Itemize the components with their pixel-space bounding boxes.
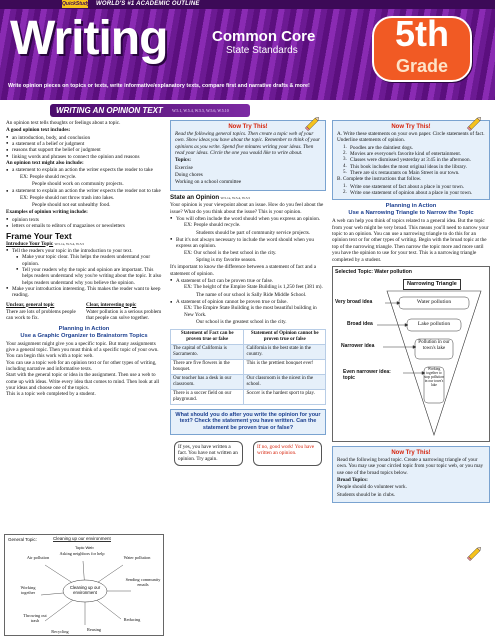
table-cell: Our classroom is the nicest in the school. bbox=[244, 374, 326, 389]
try-text-1: Read the following general topics. Then create a topic web of your own. Show ideas you have about the topic. Remember to think of your opinions as you write. Spend five minutes writing your ideas. Then read your ideas. Circle the one you would like to write about. bbox=[175, 131, 320, 157]
unclear-topic bbox=[6, 302, 82, 323]
good-heading: A good opinion text includes: bbox=[6, 127, 71, 134]
planning-text-1: Your assignment might give you a specific topic. But many assignments give a general topic. Then you must think of a specific topic of your own. You can begin this work with a topic web. You can use a topic web for an opinion text or for other types of writing, including narrative and informative texts. Start with the general topic or idea in the assignment. Then use a web to come up with ideas. Write every idea that comes to mind. Then look at all your ideas and choose one of the topics. This is a topic web completed by a student. bbox=[6, 340, 160, 398]
unclear-heading: Unclear, general topic bbox=[6, 301, 55, 308]
topic-compare bbox=[6, 302, 162, 323]
table-cell: The capital of California is Sacramento. bbox=[171, 344, 244, 359]
list-item: ● a statement to explain an action the writer expects the reader not to take bbox=[6, 188, 162, 194]
node-reusing: Reusing bbox=[86, 627, 102, 632]
frame-title: Frame Your Text bbox=[6, 230, 72, 241]
section-title: WRITING AN OPINION TEXT bbox=[56, 106, 163, 115]
level-text: Pollution in our town's lake bbox=[418, 339, 450, 351]
level-label: Very broad idea bbox=[335, 298, 373, 305]
section-standards: W.5.1, W.5.4, W.5.5, W.5.6, W.5.10 bbox=[172, 108, 229, 113]
node-reducing: Reducing bbox=[123, 617, 141, 622]
list-item: 3. Classes were dismissed yesterday at 3:45 in the afternoon. bbox=[343, 157, 485, 163]
example-text: People should work on community projects. bbox=[32, 181, 124, 188]
list-item: ● an introduction, body, and conclusion bbox=[6, 135, 162, 141]
intro-sub-list bbox=[6, 254, 162, 286]
bubble-no: If no, good work! You have written an opinion. bbox=[253, 441, 322, 466]
broad-heading: Broad Topics: bbox=[337, 476, 368, 483]
list-item: ● Tell the readers your topic in the introduction to your text. bbox=[6, 248, 162, 254]
list-item: ● Make your introduction interesting. This makes the reader want to keep reading. bbox=[6, 286, 162, 299]
node-water: Water pollution bbox=[123, 555, 151, 560]
good-list bbox=[6, 135, 162, 160]
list-item: ● reasons that support the belief or judgment bbox=[6, 147, 162, 153]
table-header: Statement of Fact can be proven true or false bbox=[171, 329, 244, 344]
list-item: ● But it's not always necessary to include the word should when you express an opinion. bbox=[170, 237, 326, 250]
topic-item: Doing chores bbox=[175, 172, 203, 179]
list-item: ● A statement of fact can be proven true or false. bbox=[170, 278, 326, 284]
list-item: ● Tell your readers why the topic and opinion are important. This helps readers understand why you're writing about the topic. It also helps readers understand why you believe the opinion. bbox=[16, 267, 162, 286]
try-text-b: B. Complete the instructions that follow. bbox=[337, 176, 422, 183]
example-text: EX: The Empire State Building is the most beautiful building in New York. bbox=[184, 305, 317, 318]
state-standards-label: State Standards bbox=[226, 45, 298, 56]
list-item: ● letters or emails to editors of magazines or newsletters bbox=[6, 223, 162, 229]
try-title-2: Now Try This! bbox=[391, 124, 431, 130]
example-text: EX: People should recycle. bbox=[20, 173, 77, 180]
table-header: Statement of Opinion cannot be proven true or false bbox=[244, 329, 326, 344]
intro-text: An opinion text tells thoughts or feelings about a topic. bbox=[6, 120, 121, 126]
tagline: WORLD'S #1 ACADEMIC OUTLINE bbox=[96, 1, 200, 7]
example-text: Our school is the greatest school in the city. bbox=[196, 319, 287, 326]
table-header-row bbox=[171, 329, 326, 344]
page-title: Writing bbox=[10, 12, 168, 65]
organizer-label: General Topic: bbox=[8, 537, 37, 542]
example-text: Spring is my favorite season. bbox=[196, 257, 257, 264]
table-cell: Our teacher has a desk in our classroom. bbox=[171, 374, 244, 389]
intro-list-2 bbox=[6, 286, 162, 299]
column-right bbox=[332, 120, 490, 503]
header-banner bbox=[0, 0, 495, 100]
level-text: Working together to stop pollution in our town's lake bbox=[424, 366, 444, 387]
table-row bbox=[171, 359, 326, 374]
example-text: EX: Our school is the best school in the city. bbox=[184, 249, 277, 256]
column-left bbox=[6, 120, 162, 399]
topic-web-organizer bbox=[4, 534, 164, 636]
try-text-a: A. Write these statements on your own paper. Circle statements of fact. Underline statements of opinion. bbox=[337, 131, 485, 144]
state-list-4 bbox=[170, 299, 326, 305]
narrowing-label: Narrowing Triangle bbox=[403, 279, 461, 290]
table-row bbox=[171, 389, 326, 404]
topics-heading: Topics: bbox=[175, 157, 191, 164]
planning-title-1: Planning in Action Use a Graphic Organizer to Brainstorm Topics bbox=[20, 325, 148, 339]
state-know: It's important to know the difference between a statement of fact and a statement of opinion. bbox=[170, 264, 317, 277]
level-text: Water pollution bbox=[416, 298, 452, 305]
list-item: 1. Poodles are the daintiest dogs. bbox=[343, 145, 485, 151]
list-item: 4. This book includes the most original ideas in the library. bbox=[343, 164, 485, 170]
table-row bbox=[171, 344, 326, 359]
organizer-topic: Cleaning up our environment bbox=[53, 536, 111, 541]
try-list-b bbox=[337, 184, 485, 197]
broad-item: Students should be in clubs. bbox=[337, 491, 396, 498]
might-heading: An opinion text might also include: bbox=[6, 160, 84, 167]
fact-opinion-table bbox=[170, 329, 326, 405]
might-list bbox=[6, 167, 162, 173]
web-center: Cleaning up our bbox=[69, 585, 101, 590]
planning-title-2: Planning in Action Use a Narrowing Triangle to Narrow the Topic bbox=[348, 203, 474, 217]
example-text: The name of our school is Sally Ride Middle School. bbox=[196, 291, 307, 298]
grade-word: Grade bbox=[395, 56, 449, 76]
level-text: Lake pollution bbox=[417, 320, 451, 327]
pencil-icon bbox=[466, 544, 484, 562]
narrowing-triangle-diagram bbox=[332, 266, 490, 442]
table-cell: This is the prettiest bouquet ever! bbox=[244, 359, 326, 374]
try-title-1: Now Try This! bbox=[228, 124, 268, 130]
pencil-icon bbox=[466, 114, 484, 132]
node-recycling: Recycling bbox=[51, 629, 69, 634]
list-item: 5. There are six restaurants on Main Street in our town. bbox=[343, 170, 485, 176]
try-box-2 bbox=[332, 120, 490, 200]
brand-logo: QuickStudy bbox=[62, 1, 90, 7]
subtitle: Write opinion pieces on topics or texts, write informative/explanatory texts, compare first and narrative drafts & more! bbox=[8, 83, 310, 89]
try-list-a bbox=[337, 145, 485, 177]
node-trash: Throwing out trash bbox=[23, 613, 47, 624]
selected-topic: Selected Topic: Water pollution bbox=[335, 268, 412, 275]
level-label: Broad idea bbox=[347, 320, 373, 327]
state-list-3 bbox=[170, 278, 326, 284]
table-cell: There are five flowers in the bouquet. bbox=[171, 359, 244, 374]
section-title-bar bbox=[50, 104, 250, 117]
table-cell: Soccer is the hardest sport to play. bbox=[244, 389, 326, 404]
state-standards: W.5.1a, W.5.4, W.5.5 bbox=[220, 195, 251, 200]
table-cell: There is a soccer field on our playground. bbox=[171, 389, 244, 404]
try-box-1 bbox=[170, 120, 326, 191]
example-text: EX: People should not throw trash into lakes. bbox=[20, 194, 115, 201]
answer-bubbles bbox=[170, 441, 326, 466]
example-text: People should not eat unhealthy food. bbox=[32, 202, 111, 209]
node-working: Working together bbox=[20, 585, 36, 596]
list-item: ● linking words and phrases to connect the opinion and reasons bbox=[6, 154, 162, 160]
node-emails: Sending community emails bbox=[125, 577, 161, 588]
web-center-2: environment bbox=[73, 590, 97, 595]
pencil-icon bbox=[304, 114, 322, 132]
state-heading: State an Opinion bbox=[170, 193, 220, 201]
list-item: ● a statement of a belief or judgment bbox=[6, 141, 162, 147]
planning-text-2: A web can help you think of topics related to a general idea. But the topic from your web might be very broad. This means you'll need to narrow your topic to an opinion. You can use a narrowing triangle to do this for an opinion text or for other types of writing. Begin with the broad topic at the top of the narrowing triangle. Then narrow the topic more and more until you have the opinion to use for your text. This is a narrowing triangle completed by a student. bbox=[332, 218, 489, 263]
level-label: Even narrower idea: topic bbox=[343, 368, 391, 381]
try-text-3: Read the following broad topic. Create a narrowing triangle of your own. You may use your circled topic from your topic web, or you may use one of the broad topics below. bbox=[337, 456, 484, 476]
introduce-heading: Introduce Your Topic bbox=[6, 240, 54, 247]
column-middle bbox=[170, 120, 326, 466]
example-text: EX: People should recycle. bbox=[184, 222, 241, 229]
examples-heading: Examples of opinion writing include: bbox=[6, 209, 88, 216]
topic-item: Exercise bbox=[175, 164, 193, 171]
triangle-svg bbox=[333, 267, 489, 443]
common-core-label: Common Core bbox=[212, 28, 316, 45]
broad-item: People should do volunteer work. bbox=[337, 484, 407, 491]
question-box: What should you do after you write the opinion for your text? Check the statement you have written. Can the statement be proven true or false? bbox=[170, 409, 326, 435]
clear-topic bbox=[86, 302, 162, 323]
node-neighbors: Asking neighbors for help bbox=[59, 551, 105, 556]
unclear-text: There are lots of problems people can work to fix. bbox=[6, 308, 76, 322]
example-text: EX: The height of the Empire State Building is 1,250 feet (381 m). bbox=[184, 284, 323, 291]
list-item: 2. Write one statement of opinion about a place in your town. bbox=[343, 190, 485, 196]
table-cell: California is the best state in the country. bbox=[244, 344, 326, 359]
state-intro: Your opinion is your viewpoint about an issue. How do you feel about the issue? What do you think about the issue? This is your opinion. bbox=[170, 202, 324, 215]
examples-list bbox=[6, 217, 162, 230]
clear-text: Water pollution is a serious problem that people can solve together. bbox=[86, 308, 162, 322]
level-label: Narrower idea bbox=[341, 342, 375, 349]
clear-heading: Clear, interesting topic bbox=[86, 301, 137, 308]
table-row bbox=[171, 374, 326, 389]
list-item: ● You will often include the word should when you express an opinion. bbox=[170, 216, 326, 222]
grade-number: 5th bbox=[395, 13, 449, 54]
try-box-3 bbox=[332, 446, 490, 503]
list-item: 2. Movies are everyone's favorite kind of entertainment. bbox=[343, 151, 485, 157]
topic-item: Working on a school committee bbox=[175, 179, 242, 186]
example-text: Students should be part of community service projects. bbox=[196, 229, 311, 236]
introduce-standards: W.5.1a, W.5.4, W.5.5 bbox=[54, 241, 85, 246]
node-air: Air pollution bbox=[26, 555, 50, 560]
bubble-yes: If yes, you have written a fact. You have not written an opinion. Try again. bbox=[174, 441, 243, 466]
list-item: ● Make your topic clear. This helps the readers understand your opinion. bbox=[16, 254, 162, 267]
list-item: ● a statement to explain an action the writer expects the reader to take bbox=[6, 167, 162, 173]
web-label: Topic Web bbox=[75, 545, 94, 550]
might-list-2 bbox=[6, 188, 162, 194]
state-list-1 bbox=[170, 216, 326, 222]
list-item: ● opinion texts bbox=[6, 217, 162, 223]
try-title-3: Now Try This! bbox=[391, 449, 431, 456]
state-list-2 bbox=[170, 237, 326, 250]
list-item: ● A statement of opinion cannot be proven true or false. bbox=[170, 299, 326, 305]
list-item: 1. Write one statement of fact about a place in your town. bbox=[343, 184, 485, 190]
